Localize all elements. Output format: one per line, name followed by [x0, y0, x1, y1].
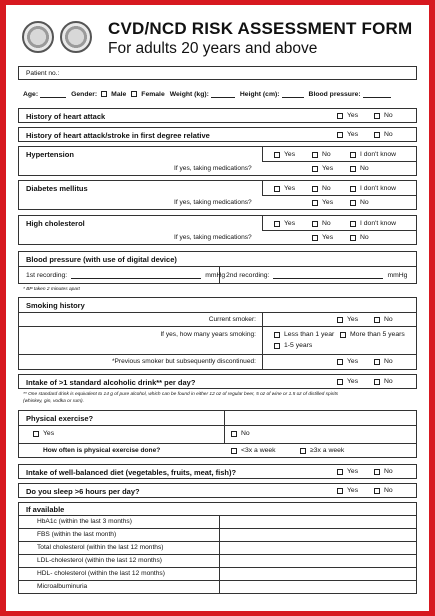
family-history-label: History of heart attack/stroke in first degree relative: [26, 131, 210, 140]
option-label: Yes: [347, 131, 359, 138]
option-label: No: [384, 316, 393, 323]
height-field[interactable]: [282, 90, 304, 98]
diabetes-label: Diabetes mellitus: [26, 184, 88, 193]
heart-attack-label: History of heart attack: [26, 112, 106, 121]
option-label: Yes: [347, 112, 359, 119]
diabetes-meds-no[interactable]: [350, 199, 369, 206]
option-label: 2nd recording:: [226, 271, 270, 279]
smoking-gt5-option[interactable]: [340, 331, 405, 338]
option-label: Yes: [347, 468, 359, 475]
option-label: No: [384, 131, 393, 138]
current-smoker-yes[interactable]: [337, 316, 358, 323]
blood-pressure-label: Blood pressure (with use of digital device): [26, 255, 177, 264]
exercise-label: Physical exercise?: [26, 414, 94, 423]
lab-fbs: FBS (within the last month): [37, 531, 117, 538]
cholesterol-section: [18, 215, 417, 245]
previous-smoker-label: *Previous smoker but subsequently discontinued:: [111, 358, 256, 365]
diabetes-section: [18, 180, 417, 210]
smoking-section: [18, 297, 417, 370]
option-label: 1-5 years: [284, 342, 313, 349]
sleep-no[interactable]: [374, 487, 393, 494]
heart-attack-yes[interactable]: [337, 112, 358, 119]
heart-attack-row: [18, 108, 417, 123]
option-label: Yes: [322, 199, 334, 206]
checkbox-icon[interactable]: [33, 431, 39, 437]
alcohol-note-cont: (whiskey, gin, vodka or rum).: [23, 399, 84, 404]
form-header: [18, 15, 430, 61]
option-label: More than 5 years: [350, 331, 405, 338]
checkbox-icon[interactable]: [337, 379, 343, 385]
option-label: Yes: [284, 185, 296, 192]
bp-second-recording: [226, 271, 407, 279]
alcohol-label: Intake of >1 standard alcoholic drink** per day?: [26, 378, 196, 387]
diet-no[interactable]: [374, 468, 393, 475]
hypertension-dont-know[interactable]: [350, 151, 396, 158]
option-label: No: [322, 185, 331, 192]
checkbox-icon[interactable]: [337, 113, 343, 119]
hypertension-label: Hypertension: [26, 150, 74, 159]
alcohol-row: [18, 374, 417, 389]
checkbox-icon[interactable]: [312, 152, 318, 158]
checkbox-icon[interactable]: [300, 448, 306, 454]
option-label: mmHg: [387, 271, 408, 279]
checkbox-icon[interactable]: [337, 132, 343, 138]
diet-row: [18, 464, 417, 479]
option-label: ≥3x a week: [310, 447, 345, 454]
female-checkbox[interactable]: [131, 91, 137, 97]
cholesterol-yes[interactable]: [274, 220, 295, 227]
exercise-yes[interactable]: [33, 430, 54, 437]
checkbox-icon[interactable]: [337, 359, 343, 365]
smoking-1-5-option[interactable]: [274, 342, 312, 349]
option-label: Yes: [322, 165, 334, 172]
hypertension-meds-no[interactable]: [350, 165, 369, 172]
checkbox-icon[interactable]: [350, 186, 356, 192]
option-label: Yes: [347, 378, 359, 385]
hypertension-meds-yes[interactable]: [312, 165, 333, 172]
checkbox-icon[interactable]: [312, 166, 318, 172]
lab-ldl: LDL-cholesterol (within the last 12 months): [37, 557, 162, 564]
family-history-no[interactable]: [374, 131, 393, 138]
option-label: No: [384, 112, 393, 119]
age-label: Age:: [23, 90, 39, 98]
diabetes-yes[interactable]: [274, 185, 295, 192]
option-label: No: [384, 487, 393, 494]
alcohol-note: ** One standard drink is equivalent to 14 g of pure alcohol, which can be found in either 12 oz of regular beer, 5 oz of wine or 1.5 oz of distilled spirits: [23, 392, 339, 397]
checkbox-icon[interactable]: [340, 332, 346, 338]
option-label: 1st recording:: [26, 271, 68, 279]
labs-label: If available: [26, 505, 65, 514]
previous-smoker-yes[interactable]: [337, 358, 358, 365]
previous-smoker-no[interactable]: [374, 358, 393, 365]
alcohol-no[interactable]: [374, 378, 393, 385]
alcohol-yes[interactable]: [337, 378, 358, 385]
patient-label: Patient no.:: [26, 70, 60, 77]
option-label: No: [322, 220, 331, 227]
lab-total-cholesterol: Total cholesterol (within the last 12 months): [37, 544, 164, 551]
cholesterol-meds-yes[interactable]: [312, 234, 333, 241]
seal-logo-left: [22, 21, 54, 53]
checkbox-icon[interactable]: [312, 200, 318, 206]
option-label: I don't know: [360, 151, 397, 158]
smoking-lt1-option[interactable]: [274, 331, 334, 338]
checkbox-icon[interactable]: [274, 221, 280, 227]
lab-hdl: HDL- cholesterol (within the last 12 months): [37, 570, 165, 577]
exercise-no[interactable]: [231, 430, 250, 437]
checkbox-icon[interactable]: [312, 235, 318, 241]
height-label: Height (cm):: [239, 90, 280, 98]
option-label: No: [384, 468, 393, 475]
option-label: Yes: [43, 430, 55, 437]
checkbox-icon[interactable]: [374, 359, 380, 365]
bp-label: Blood pressure:: [308, 90, 361, 98]
heart-attack-no[interactable]: [374, 112, 393, 119]
cholesterol-label: High cholesterol: [26, 219, 85, 228]
option-label: Less than 1 year: [284, 331, 335, 338]
option-label: No: [360, 165, 369, 172]
male-checkbox[interactable]: [101, 91, 107, 97]
checkbox-icon[interactable]: [374, 317, 380, 323]
hypertension-yes[interactable]: [274, 151, 295, 158]
weight-field[interactable]: [211, 90, 235, 98]
weight-label: Weight (kg):: [169, 90, 209, 98]
checkbox-icon[interactable]: [350, 235, 356, 241]
smoking-label: Smoking history: [26, 301, 85, 310]
option-label: No: [360, 199, 369, 206]
hypertension-no[interactable]: [312, 151, 331, 158]
checkbox-icon[interactable]: [374, 113, 380, 119]
female-label: Female: [141, 90, 165, 98]
sleep-label: Do you sleep >6 hours per day?: [26, 487, 140, 496]
blood-pressure-section: [18, 251, 417, 284]
option-label: Yes: [284, 151, 296, 158]
cholesterol-no[interactable]: [312, 220, 331, 227]
bp-first-recording: [26, 271, 225, 279]
diabetes-dont-know[interactable]: [350, 185, 396, 192]
checkbox-icon[interactable]: [274, 152, 280, 158]
labs-section: [18, 502, 417, 594]
demographics-row: [23, 90, 391, 98]
hypertension-section: [18, 146, 417, 176]
bp-field[interactable]: [363, 90, 391, 98]
exercise-lt3-option[interactable]: [231, 447, 276, 454]
checkbox-icon[interactable]: [337, 488, 343, 494]
option-label: Yes: [347, 358, 359, 365]
bp-second-field[interactable]: [273, 271, 383, 279]
bp-note: * BP taken 2 minutes apart: [23, 287, 80, 292]
cholesterol-meds-label: If yes, taking medications?: [174, 234, 252, 241]
male-label: Male: [111, 90, 127, 98]
lab-microalbuminuria: Microalbuminuria: [37, 583, 88, 590]
checkbox-icon[interactable]: [337, 317, 343, 323]
exercise-section: [18, 410, 417, 458]
family-history-row: [18, 127, 417, 142]
option-label: No: [360, 234, 369, 241]
option-label: I don't know: [360, 220, 397, 227]
bp-first-field[interactable]: [71, 271, 201, 279]
checkbox-icon[interactable]: [231, 448, 237, 454]
option-label: No: [384, 378, 393, 385]
option-label: mmHg: [205, 271, 226, 279]
checkbox-icon[interactable]: [231, 431, 237, 437]
form-title: CVD/NCD RISK ASSESSMENT FORM: [108, 19, 413, 38]
years-smoking-label: If yes, how many years smoking:: [160, 331, 256, 338]
current-smoker-label: Current smoker:: [208, 316, 256, 323]
option-label: Yes: [284, 220, 296, 227]
lab-hba1c: HbA1c (within the last 3 months): [37, 518, 132, 525]
option-label: I don't know: [360, 185, 397, 192]
sleep-row: [18, 483, 417, 498]
diabetes-meds-yes[interactable]: [312, 199, 333, 206]
checkbox-icon[interactable]: [350, 152, 356, 158]
current-smoker-no[interactable]: [374, 316, 393, 323]
checkbox-icon[interactable]: [337, 469, 343, 475]
option-label: Yes: [347, 487, 359, 494]
checkbox-icon[interactable]: [274, 332, 280, 338]
option-label: No: [241, 430, 250, 437]
checkbox-icon[interactable]: [274, 186, 280, 192]
age-field[interactable]: [40, 90, 66, 98]
gender-label: Gender:: [71, 90, 98, 98]
option-label: No: [384, 358, 393, 365]
form-subtitle: For adults 20 years and above: [108, 40, 318, 57]
diabetes-meds-label: If yes, taking medications?: [174, 199, 252, 206]
option-label: Yes: [322, 234, 334, 241]
diet-yes[interactable]: [337, 468, 358, 475]
checkbox-icon[interactable]: [374, 488, 380, 494]
cholesterol-meds-no[interactable]: [350, 234, 369, 241]
cholesterol-dont-know[interactable]: [350, 220, 396, 227]
checkbox-icon[interactable]: [374, 469, 380, 475]
checkbox-icon[interactable]: [374, 132, 380, 138]
checkbox-icon[interactable]: [374, 379, 380, 385]
family-history-yes[interactable]: [337, 131, 358, 138]
checkbox-icon[interactable]: [350, 166, 356, 172]
checkbox-icon[interactable]: [312, 221, 318, 227]
checkbox-icon[interactable]: [312, 186, 318, 192]
checkbox-icon[interactable]: [350, 200, 356, 206]
diabetes-no[interactable]: [312, 185, 331, 192]
checkbox-icon[interactable]: [350, 221, 356, 227]
sleep-yes[interactable]: [337, 487, 358, 494]
exercise-frequency-label: How often is physical exercise done?: [43, 447, 161, 454]
seal-logo-right: [60, 21, 92, 53]
option-label: No: [322, 151, 331, 158]
patient-row[interactable]: [18, 66, 417, 80]
diet-label: Intake of well-balanced diet (vegetables, fruits, meat, fish)?: [26, 468, 237, 477]
hypertension-meds-label: If yes, taking medications?: [174, 165, 252, 172]
option-label: <3x a week: [241, 447, 276, 454]
checkbox-icon[interactable]: [274, 343, 280, 349]
exercise-gte3-option[interactable]: [300, 447, 344, 454]
option-label: Yes: [347, 316, 359, 323]
